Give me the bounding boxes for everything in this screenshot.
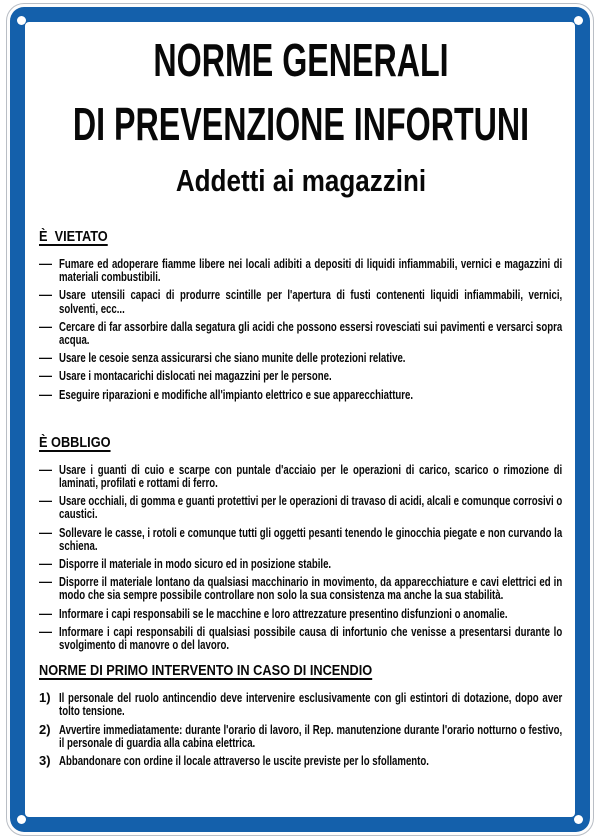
dash-marker: — (39, 574, 52, 590)
section-incendio (39, 662, 561, 767)
list-item (39, 320, 561, 346)
item-text: Il personale del ruolo antincendio deve intervenire esclusivamente con gli estintori di dotazione, dopo aver tolto tensione. (59, 690, 563, 719)
dash-marker: — (39, 623, 52, 639)
list-item (39, 288, 561, 314)
dash-marker: — (39, 524, 52, 540)
sign-title-line2-text: DI PREVENZIONE INFORTUNI (72, 98, 530, 150)
section-obbligo-heading (39, 434, 561, 452)
dash-marker: — (39, 605, 52, 621)
list-item (39, 625, 561, 651)
mounting-hole-bottom-right (574, 815, 583, 824)
dash-marker: — (39, 493, 52, 509)
item-text: Informare i capi responsabili di qualsiasi possibile causa di infortunio che venisse a presentarsi durante lo svolgimento di manovre o del lavoro. (59, 623, 563, 653)
section-vietato (39, 228, 561, 401)
list-item (39, 494, 561, 520)
list-item (39, 369, 561, 382)
section-obbligo-items (39, 463, 561, 651)
list-item (39, 723, 561, 749)
list-item (39, 257, 561, 283)
dash-marker: — (39, 318, 52, 334)
dash-marker: — (39, 287, 52, 303)
item-text: Usare i guanti di cuio e scarpe con puntale d'acciaio per le operazioni di carico, scarico o rimozione di laminati, profilati e rottami di ferro. (59, 461, 563, 491)
mounting-hole-top-right (574, 16, 583, 25)
list-item (39, 526, 561, 552)
list-item (39, 754, 561, 767)
dash-marker: — (39, 256, 52, 271)
section-vietato-heading-text: È VIETATO (39, 228, 108, 245)
item-text: Cercare di far assorbire dalla segatura gli acidi che possono essersi rovesciati sui pavimenti e versarci sopra acqua. (59, 318, 563, 348)
list-item (39, 691, 561, 717)
item-text: Usare i montacarichi dislocati nei magazzini per le persone. (59, 368, 332, 384)
section-vietato-items (39, 257, 561, 401)
sign-content-panel (25, 22, 575, 817)
mounting-hole-bottom-left (17, 815, 26, 824)
section-incendio-heading (39, 662, 561, 680)
item-text: Eseguire riparazioni e modifiche all'impianto elettrico e sue apparecchiatture. (59, 386, 414, 402)
section-obbligo (39, 434, 561, 651)
item-text: Fumare ed adoperare fiamme libere nei locali adibiti a depositi di liquidi infiammabili, vernici e magazzini di materiali combustibili. (59, 256, 563, 285)
mounting-hole-top-left (17, 16, 26, 25)
dash-marker: — (39, 556, 52, 572)
item-text: Sollevare le casse, i rotoli e comunque tutti gli oggetti pesanti tenendo le ginocchia piegate e non curvando la schiena. (59, 524, 563, 553)
item-text: Usare utensili capaci di produrre scintille per l'apertura di fusti contenenti liquidi infiammabili, vernici, solventi, ecc... (59, 287, 563, 316)
section-incendio-heading-text: NORME DI PRIMO INTERVENTO IN CASO DI INCENDIO (39, 662, 373, 680)
sign-subtitle-text: Addetti ai magazzini (175, 163, 427, 198)
sign-title-line1-text: NORME GENERALI (153, 34, 449, 86)
item-text: Disporre il materiale in modo sicuro ed in posizione stabile. (59, 556, 332, 572)
number-marker: 3) (39, 753, 51, 769)
list-item (39, 607, 561, 620)
list-item (39, 388, 561, 401)
number-marker: 2) (39, 721, 51, 737)
item-text: Usare le cesoie senza assicurarsi che siano munite delle protezioni relative. (59, 350, 406, 366)
section-incendio-items (39, 691, 561, 767)
safety-sign (6, 3, 594, 836)
number-marker: 1) (39, 690, 51, 706)
item-text: Abbandonare con ordine il locale attraverso le uscite previste per lo sfollamento. (59, 753, 429, 769)
list-item (39, 557, 561, 570)
list-item (39, 351, 561, 364)
item-text: Disporre il materiale lontano da qualsiasi macchinario in movimento, da apparecchiature e cavi elettrici ed in modo che sia sempre possibile controllare non solo la sua consistenza ma anche la sua stabilità. (59, 574, 563, 603)
section-obbligo-heading-text: È OBBLIGO (39, 433, 111, 451)
sign-subtitle (39, 164, 561, 198)
sign-title-line2 (39, 100, 561, 148)
item-text: Usare occhiali, di gomma e guanti protettivi per le operazioni di travaso di acidi, alcali e comunque corrosivi o caustici. (59, 493, 563, 522)
item-text: Avvertire immediatamente: durante l'orario di lavoro, il Rep. manutenzione durante l'orario notturno o festivo, il personale di guardia alla cabina elettrica. (59, 721, 563, 750)
list-item (39, 575, 561, 601)
section-vietato-heading (39, 228, 561, 246)
item-text: Informare i capi responsabili se le macchine e loro attrezzature presentino disfunzioni o anomalie. (59, 605, 508, 621)
dash-marker: — (39, 350, 52, 366)
dash-marker: — (39, 461, 52, 477)
list-item (39, 463, 561, 489)
sign-title-line1 (39, 36, 561, 84)
dash-marker: — (39, 386, 52, 402)
dash-marker: — (39, 368, 52, 384)
